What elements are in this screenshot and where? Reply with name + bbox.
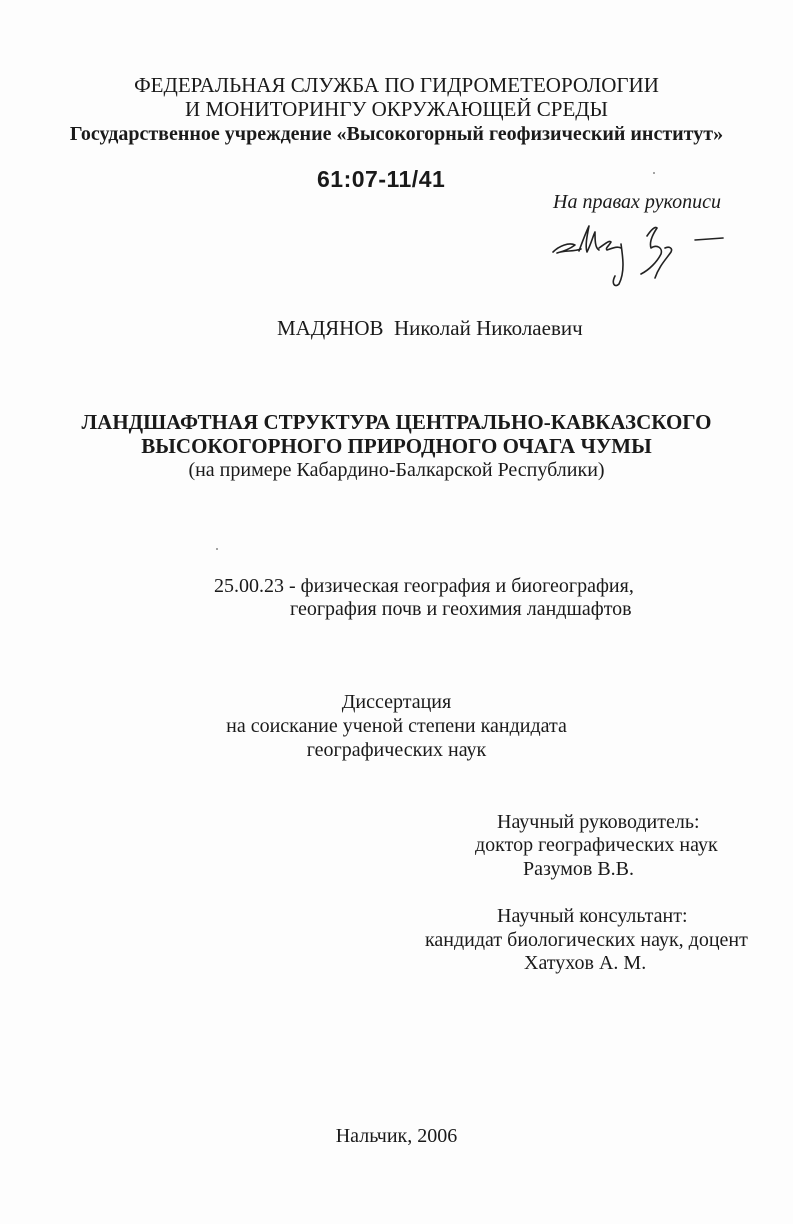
consultant-name: Хатухов А. М. — [524, 952, 647, 974]
author-surname: МАДЯНОВ — [277, 316, 384, 340]
degree-line-3: географических наук — [306, 739, 487, 761]
scan-speck — [653, 172, 655, 174]
specialty-line-1: 25.00.23 - физическая география и биогеография, — [214, 575, 634, 597]
manuscript-note: На правах рукописи — [553, 191, 721, 213]
specialty-line-2: география почв и геохимия ландшафтов — [290, 598, 632, 620]
agency-line-2: И МОНИТОРИНГУ ОКРУЖАЮЩЕЙ СРЕДЫ — [185, 97, 608, 121]
supervisor-name: Разумов В.В. — [523, 858, 634, 880]
place-and-year: Нальчик, 2006 — [335, 1125, 458, 1147]
degree-line-2: на соискание ученой степени кандидата — [226, 715, 567, 737]
author-line — [277, 316, 583, 340]
consultant-role: Научный консультант: — [497, 905, 688, 927]
title-subtitle: (на примере Кабардино-Балкарской Республики) — [188, 459, 605, 481]
degree-line-1: Диссертация — [341, 691, 452, 713]
supervisor-role: Научный руководитель: — [497, 811, 700, 833]
catalog-code: 61:07-11/41 — [317, 166, 446, 192]
institution-name: Государственное учреждение «Высокогорный геофизический институт» — [69, 123, 724, 145]
consultant-title: кандидат биологических наук, доцент — [425, 929, 748, 951]
agency-line-1: ФЕДЕРАЛЬНАЯ СЛУЖБА ПО ГИДРОМЕТЕОРОЛОГИИ — [134, 73, 659, 97]
title-line-2: ВЫСОКОГОРНОГО ПРИРОДНОГО ОЧАГА ЧУМЫ — [141, 434, 652, 458]
author-given-names: Николай Николаевич — [394, 316, 583, 340]
supervisor-title: доктор географических наук — [475, 834, 718, 856]
scan-speck — [216, 548, 218, 550]
title-line-1: ЛАНДШАФТНАЯ СТРУКТУРА ЦЕНТРАЛЬНО-КАВКАЗСКОГО — [81, 410, 712, 434]
handwritten-signature — [545, 218, 735, 293]
